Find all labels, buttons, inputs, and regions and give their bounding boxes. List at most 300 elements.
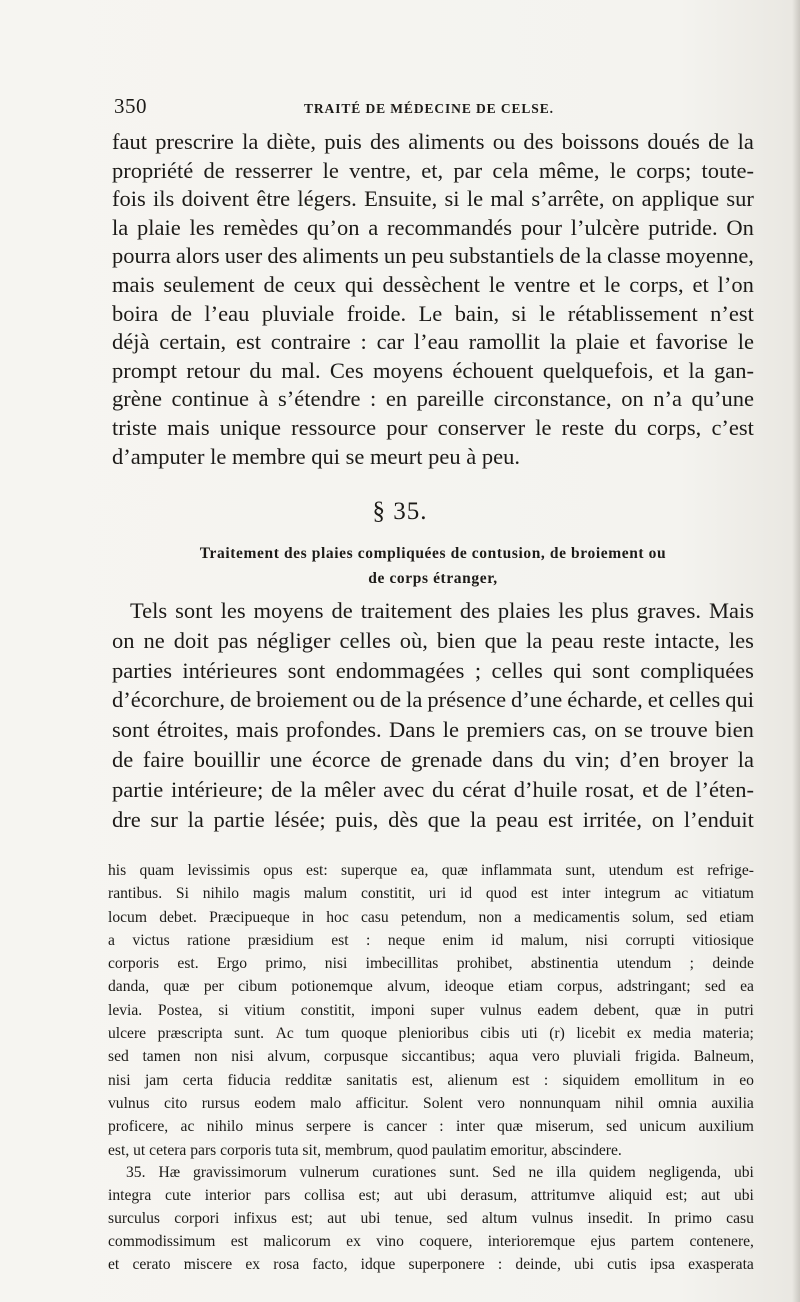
word: cute <box>165 1187 192 1204</box>
word: sur <box>726 186 754 212</box>
word: a <box>108 931 115 949</box>
word: nisi <box>108 1071 131 1089</box>
word: se <box>624 717 643 743</box>
word: primo, <box>265 955 307 973</box>
word: Le <box>418 300 443 326</box>
text-line <box>112 357 754 386</box>
word: broiement <box>256 687 348 713</box>
word: moyens <box>373 357 443 383</box>
word: car <box>376 329 405 355</box>
word: partie <box>213 806 265 832</box>
word: le <box>535 414 552 440</box>
word: celles <box>669 687 721 713</box>
word: quæ <box>441 862 468 879</box>
word: insedit. <box>587 1210 634 1227</box>
word: constitit, <box>300 1001 355 1019</box>
section-body <box>112 596 754 834</box>
word: à <box>258 386 269 412</box>
word: n’est <box>710 300 754 326</box>
section-title-line: de corps étranger, <box>368 570 498 587</box>
word: s’arrête, <box>531 186 605 212</box>
word: his <box>108 862 127 879</box>
word: parties <box>112 657 172 683</box>
word: peau <box>495 806 539 832</box>
word: ideoque <box>444 978 494 996</box>
word: abstinentia <box>530 955 599 973</box>
word: : <box>366 931 371 949</box>
word: pour <box>386 414 428 440</box>
note-line <box>108 1045 754 1068</box>
word: d’une <box>511 687 563 713</box>
word: casu <box>360 908 389 926</box>
word: l’on <box>717 271 754 297</box>
word: refrige- <box>707 862 754 879</box>
word: tum <box>305 1025 330 1043</box>
word: quæ <box>163 978 190 996</box>
word: grenade <box>411 746 483 772</box>
word: vulnerum <box>299 1164 360 1181</box>
word: alienum <box>447 1071 498 1089</box>
word: on <box>651 806 675 832</box>
word: dès <box>388 806 419 832</box>
word: eadem <box>537 1001 579 1019</box>
text-line <box>112 128 754 157</box>
word: levia. <box>108 1001 143 1019</box>
word: reste <box>561 414 605 440</box>
word: les <box>189 214 215 240</box>
word: fiducia <box>227 1071 271 1089</box>
word: aut <box>701 1187 721 1204</box>
word: est, <box>411 1071 434 1089</box>
word: de <box>380 746 402 772</box>
word: dessèchent <box>382 271 480 297</box>
latin-footnote-2 <box>108 1161 754 1276</box>
word: : <box>360 329 367 355</box>
word: vero <box>532 1048 560 1066</box>
word: tamen <box>142 1048 181 1066</box>
word: sont <box>175 598 213 623</box>
word: la <box>300 776 317 802</box>
word: substantiels <box>449 243 555 269</box>
word: curationes <box>372 1164 437 1181</box>
word: même, <box>538 157 600 183</box>
word: des <box>459 598 490 623</box>
word: ex <box>346 1233 361 1250</box>
word: corps, <box>646 414 702 440</box>
word: favorise <box>655 329 728 355</box>
word: ventre, <box>349 157 412 183</box>
text-line <box>112 300 754 329</box>
word: la <box>187 806 204 832</box>
word: la <box>737 129 754 154</box>
word: surculus <box>108 1210 160 1227</box>
word: des <box>369 129 400 154</box>
word: vitiosique <box>692 931 754 949</box>
word: integra <box>108 1187 152 1204</box>
word: in <box>696 1001 709 1019</box>
word: uti <box>521 1025 538 1043</box>
note-line <box>108 975 754 998</box>
word: ceux <box>293 271 337 297</box>
word: peu <box>411 243 444 269</box>
word: hoc <box>326 908 349 926</box>
word: dans <box>491 746 534 772</box>
word: sont <box>287 657 326 683</box>
word: de <box>559 243 581 269</box>
word: classe <box>606 243 661 269</box>
text-line <box>112 715 754 745</box>
word: du <box>432 776 455 802</box>
word: de <box>203 157 225 183</box>
word: vitium <box>244 1001 286 1019</box>
page-edge-shadow <box>792 0 800 1302</box>
word: On <box>726 214 754 240</box>
word: pour <box>520 214 563 240</box>
word: jam <box>144 1071 169 1089</box>
word: solum, <box>632 908 675 926</box>
word: cibis <box>480 1025 510 1043</box>
word: fois <box>112 186 146 212</box>
word: aliments <box>302 243 379 269</box>
word: commodissimum <box>108 1233 216 1250</box>
word: serpere <box>306 1118 352 1136</box>
word: non <box>194 1048 218 1066</box>
word: ejus <box>590 1233 616 1250</box>
word: rantibus. <box>108 885 163 903</box>
word: et <box>662 357 680 383</box>
word: ubi <box>426 1187 447 1204</box>
word: cela <box>492 157 529 183</box>
word: sed <box>606 1118 627 1136</box>
word: unicum <box>639 1118 687 1136</box>
word: sed <box>686 908 708 926</box>
word: per <box>203 978 224 996</box>
word: la <box>549 329 566 355</box>
word: ea, <box>410 862 429 879</box>
word: a <box>368 214 379 240</box>
word: sunt, <box>565 862 596 879</box>
word: deinde <box>712 955 754 973</box>
word: la <box>688 357 705 383</box>
word: ratione <box>187 931 231 949</box>
word: broyer <box>669 746 729 772</box>
word: certa <box>182 1071 214 1089</box>
word: puis, <box>335 806 379 832</box>
word: Balneum, <box>693 1048 754 1066</box>
word: ressource <box>291 414 377 440</box>
word: de <box>263 271 285 297</box>
word: ils <box>153 186 175 212</box>
word: bien <box>436 627 476 653</box>
word: integrum <box>604 885 661 903</box>
word: alvum, <box>267 1048 311 1066</box>
word: bain, <box>454 300 500 326</box>
word: quelquefois, <box>542 357 654 383</box>
word: nisi <box>324 955 348 973</box>
text-line: d’amputer le membre qui se meurt peu à peu. <box>112 443 520 469</box>
word: cérat <box>462 776 506 802</box>
word: est <box>676 862 694 879</box>
word: négliger <box>256 627 331 653</box>
word: est <box>230 1233 249 1250</box>
word: mêler <box>324 776 376 802</box>
word: froide. <box>346 300 407 326</box>
word: est; <box>291 1210 313 1227</box>
word: du <box>542 746 566 772</box>
word: inflammata <box>481 862 553 879</box>
word: sunt. <box>449 1164 480 1181</box>
word: est; <box>358 1187 381 1204</box>
word: qui <box>725 687 754 713</box>
word: ex <box>245 1256 261 1273</box>
word: un <box>383 243 407 269</box>
latin-footnote-1 <box>108 859 754 1162</box>
word: debet. <box>159 908 197 926</box>
word: est: <box>306 862 328 879</box>
word: sed <box>704 978 726 996</box>
word: seulement <box>163 271 255 297</box>
word: derasum, <box>460 1187 518 1204</box>
word: que <box>484 627 518 653</box>
word: vulnus <box>108 1094 150 1112</box>
word: le <box>737 329 754 355</box>
word: pourra <box>112 243 171 269</box>
word: des <box>267 243 298 269</box>
word: ea <box>740 978 754 996</box>
note-line <box>108 1253 754 1276</box>
word: trouve <box>650 717 708 743</box>
word: interioremque <box>487 1233 576 1250</box>
word: ubi <box>574 1256 594 1273</box>
word: auxilium <box>698 1118 754 1136</box>
word: minus <box>255 1118 294 1136</box>
word: inter <box>455 1118 485 1136</box>
note-line <box>108 1092 754 1115</box>
word: triste <box>112 414 157 440</box>
word: putri <box>724 1001 754 1019</box>
word: exasperata <box>688 1256 754 1273</box>
word: inter <box>561 885 591 903</box>
word: proficere, <box>108 1118 169 1136</box>
word: : <box>497 1256 503 1273</box>
word: compliquées <box>640 657 754 683</box>
word: si <box>444 186 460 212</box>
word: rosat, <box>585 776 635 802</box>
word: : <box>543 1071 549 1089</box>
word: corrupti <box>625 931 675 949</box>
word: negligenda, <box>648 1164 721 1181</box>
word: afficitur. <box>355 1094 409 1112</box>
word: quod <box>485 885 518 903</box>
word: présence <box>427 687 507 713</box>
word: grène <box>112 386 162 412</box>
text-line <box>112 656 754 686</box>
word: rétablissement <box>567 300 698 326</box>
word: Dans <box>389 717 436 743</box>
word: Mais <box>709 598 754 623</box>
word: par <box>453 157 483 183</box>
word: faire <box>142 746 185 772</box>
word: eodem <box>254 1094 296 1112</box>
word: gan- <box>713 357 754 383</box>
word: constitit, <box>360 885 416 903</box>
word: où, <box>399 627 428 653</box>
word: quidem <box>588 1164 636 1181</box>
text-line <box>112 242 754 271</box>
word: qu’on <box>307 214 360 240</box>
word: ; <box>474 657 482 683</box>
word: non <box>478 908 502 926</box>
word: plenioribus <box>398 1025 469 1043</box>
word: (r) <box>549 1025 565 1043</box>
word: toute- <box>701 157 754 183</box>
word: 35. <box>126 1164 146 1181</box>
word: diète, <box>266 129 316 154</box>
word: nihilo <box>202 885 240 903</box>
text-line <box>112 157 754 186</box>
word: est <box>512 1071 530 1089</box>
word: In <box>647 1210 661 1227</box>
word: bien <box>715 717 754 743</box>
word: l’enduit <box>683 806 754 832</box>
word: l’eau <box>413 329 459 355</box>
word: contenere, <box>689 1233 754 1250</box>
word: ou <box>352 687 375 713</box>
word: etiam <box>508 978 543 996</box>
running-head <box>112 92 752 122</box>
word: est <box>548 806 574 832</box>
text-line <box>112 805 754 835</box>
word: la <box>737 746 754 772</box>
word: adstringant; <box>616 978 691 996</box>
word: utendum <box>608 862 664 879</box>
word: debent, <box>593 1001 640 1019</box>
word: corpusque <box>323 1048 389 1066</box>
word: malum <box>303 885 348 903</box>
word: bouillir <box>193 746 261 772</box>
word: étroites, <box>156 717 229 743</box>
word: Solent <box>423 1094 463 1112</box>
word: corps; <box>636 157 692 183</box>
word: cancer <box>386 1118 427 1136</box>
word: est <box>331 931 349 949</box>
word: d’en <box>619 746 660 772</box>
word: faut <box>112 129 147 154</box>
word: boissons <box>561 129 640 154</box>
word: mais <box>236 717 279 743</box>
word: ubi <box>360 1210 381 1227</box>
word: miserum, <box>535 1118 594 1136</box>
note-line <box>108 952 754 975</box>
word: on <box>112 627 135 653</box>
word: pas <box>217 627 248 653</box>
word: Præcipueque <box>209 908 290 926</box>
word: coquere, <box>419 1233 473 1250</box>
word: potionemque <box>291 978 373 996</box>
word: pareille <box>416 386 485 412</box>
word: et <box>647 687 665 713</box>
word: imbecillitas <box>365 955 439 973</box>
word: Hæ <box>158 1164 181 1181</box>
text-line <box>112 271 754 300</box>
word: contraire <box>270 329 351 355</box>
word: Ac <box>275 1025 294 1043</box>
word: partem <box>630 1233 675 1250</box>
text-line <box>112 775 754 805</box>
word: et <box>579 271 596 297</box>
word: deinde, <box>515 1256 561 1273</box>
word: peau <box>551 627 594 653</box>
word: sont <box>112 717 150 743</box>
word: emollitum <box>634 1071 699 1089</box>
word: le <box>609 157 626 183</box>
text-line <box>112 414 754 443</box>
word: celles <box>491 657 543 683</box>
word: vulnus <box>531 1210 574 1227</box>
note-line <box>108 1022 754 1045</box>
word: des <box>523 129 554 154</box>
word: nisi <box>585 931 608 949</box>
word: materia; <box>702 1025 754 1043</box>
note-line: est, ut cetera pars corporis tuta sit, membrum, quod paulatim emoritur, abscindere. <box>108 1141 622 1159</box>
word: moyens <box>253 598 324 623</box>
header-title: TRAITÉ DE MÉDECINE DE CELSE. <box>304 101 554 116</box>
word: continue <box>171 386 249 412</box>
word: les <box>558 598 584 623</box>
text-line <box>112 626 754 656</box>
french-text-continuation <box>112 128 754 471</box>
word: cas, <box>552 717 587 743</box>
word: corporis <box>108 955 160 973</box>
word: victus <box>132 931 170 949</box>
text-line <box>112 328 754 357</box>
word: les <box>220 598 246 623</box>
word: la <box>112 214 129 240</box>
word: doués <box>647 129 700 154</box>
word: vin; <box>575 746 611 772</box>
word: imponi <box>370 1001 415 1019</box>
word: l’ulcère <box>570 214 640 240</box>
word: auxilia <box>711 1094 754 1112</box>
word: utendum <box>616 955 672 973</box>
word: le <box>488 271 506 297</box>
word: ; <box>689 955 694 973</box>
word: is <box>363 1118 374 1136</box>
word: est <box>530 885 549 903</box>
word: ipsa <box>649 1256 675 1273</box>
word: le <box>442 717 459 743</box>
word: præscripta <box>157 1025 223 1043</box>
word: vero <box>477 1094 505 1112</box>
word: profondes. <box>286 717 382 743</box>
word: ne <box>528 1164 544 1181</box>
word: plaie <box>137 214 181 240</box>
word: traitement <box>360 598 452 623</box>
word: retour <box>186 357 241 383</box>
word: ubi <box>733 1187 754 1204</box>
word: écorce <box>311 746 371 772</box>
word: malicorum <box>263 1233 331 1250</box>
word: a <box>514 908 522 926</box>
word: on <box>594 717 617 743</box>
word: aut <box>393 1187 414 1204</box>
word: d’écorchure, <box>112 687 226 713</box>
word: facto, <box>312 1256 348 1273</box>
text-line <box>112 185 754 214</box>
word: c’est <box>711 414 754 440</box>
word: vulnus <box>480 1001 522 1019</box>
word: sed <box>446 1210 468 1227</box>
